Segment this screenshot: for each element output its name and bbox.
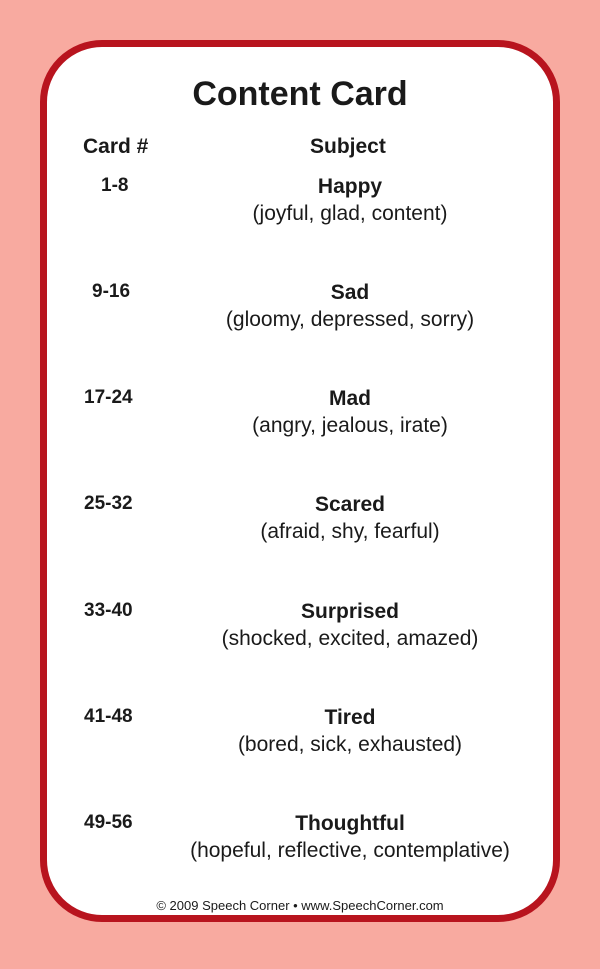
table-row xyxy=(47,600,553,660)
table-row xyxy=(47,175,553,235)
card-range: 1-8 xyxy=(101,175,129,196)
table-row xyxy=(47,493,553,553)
table-row xyxy=(47,281,553,341)
card-number-header: Card # xyxy=(83,135,149,158)
card-range: 9-16 xyxy=(92,281,131,302)
card-title: Content Card xyxy=(192,75,408,113)
subject-name: Surprised xyxy=(300,600,400,623)
subject-synonyms: (bored, sick, exhausted) xyxy=(237,733,463,756)
table-row xyxy=(47,706,553,766)
subject-name: Thoughtful xyxy=(295,812,405,835)
subject-name: Scared xyxy=(314,493,386,516)
card-range: 17-24 xyxy=(84,387,133,408)
subject-synonyms: (afraid, shy, fearful) xyxy=(260,520,440,543)
subject-name: Happy xyxy=(317,175,383,198)
table-row xyxy=(47,387,553,447)
subject-synonyms: (hopeful, reflective, contemplative) xyxy=(190,839,510,862)
card-range: 25-32 xyxy=(84,493,133,514)
card-range: 41-48 xyxy=(84,706,133,727)
subject-name: Sad xyxy=(330,281,370,304)
content-card xyxy=(40,40,560,922)
card-range: 33-40 xyxy=(84,600,133,621)
subject-synonyms: (gloomy, depressed, sorry) xyxy=(225,308,475,331)
card-range: 49-56 xyxy=(84,812,133,833)
subject-synonyms: (joyful, glad, content) xyxy=(252,202,448,225)
subject-synonyms: (shocked, excited, amazed) xyxy=(221,627,479,650)
subject-name: Mad xyxy=(329,387,371,410)
table-row xyxy=(47,812,553,872)
subject-name: Tired xyxy=(324,706,376,729)
subject-header: Subject xyxy=(310,135,386,158)
subject-synonyms: (angry, jealous, irate) xyxy=(252,414,448,437)
copyright-footer: © 2009 Speech Corner • www.SpeechCorner.com xyxy=(156,898,444,913)
